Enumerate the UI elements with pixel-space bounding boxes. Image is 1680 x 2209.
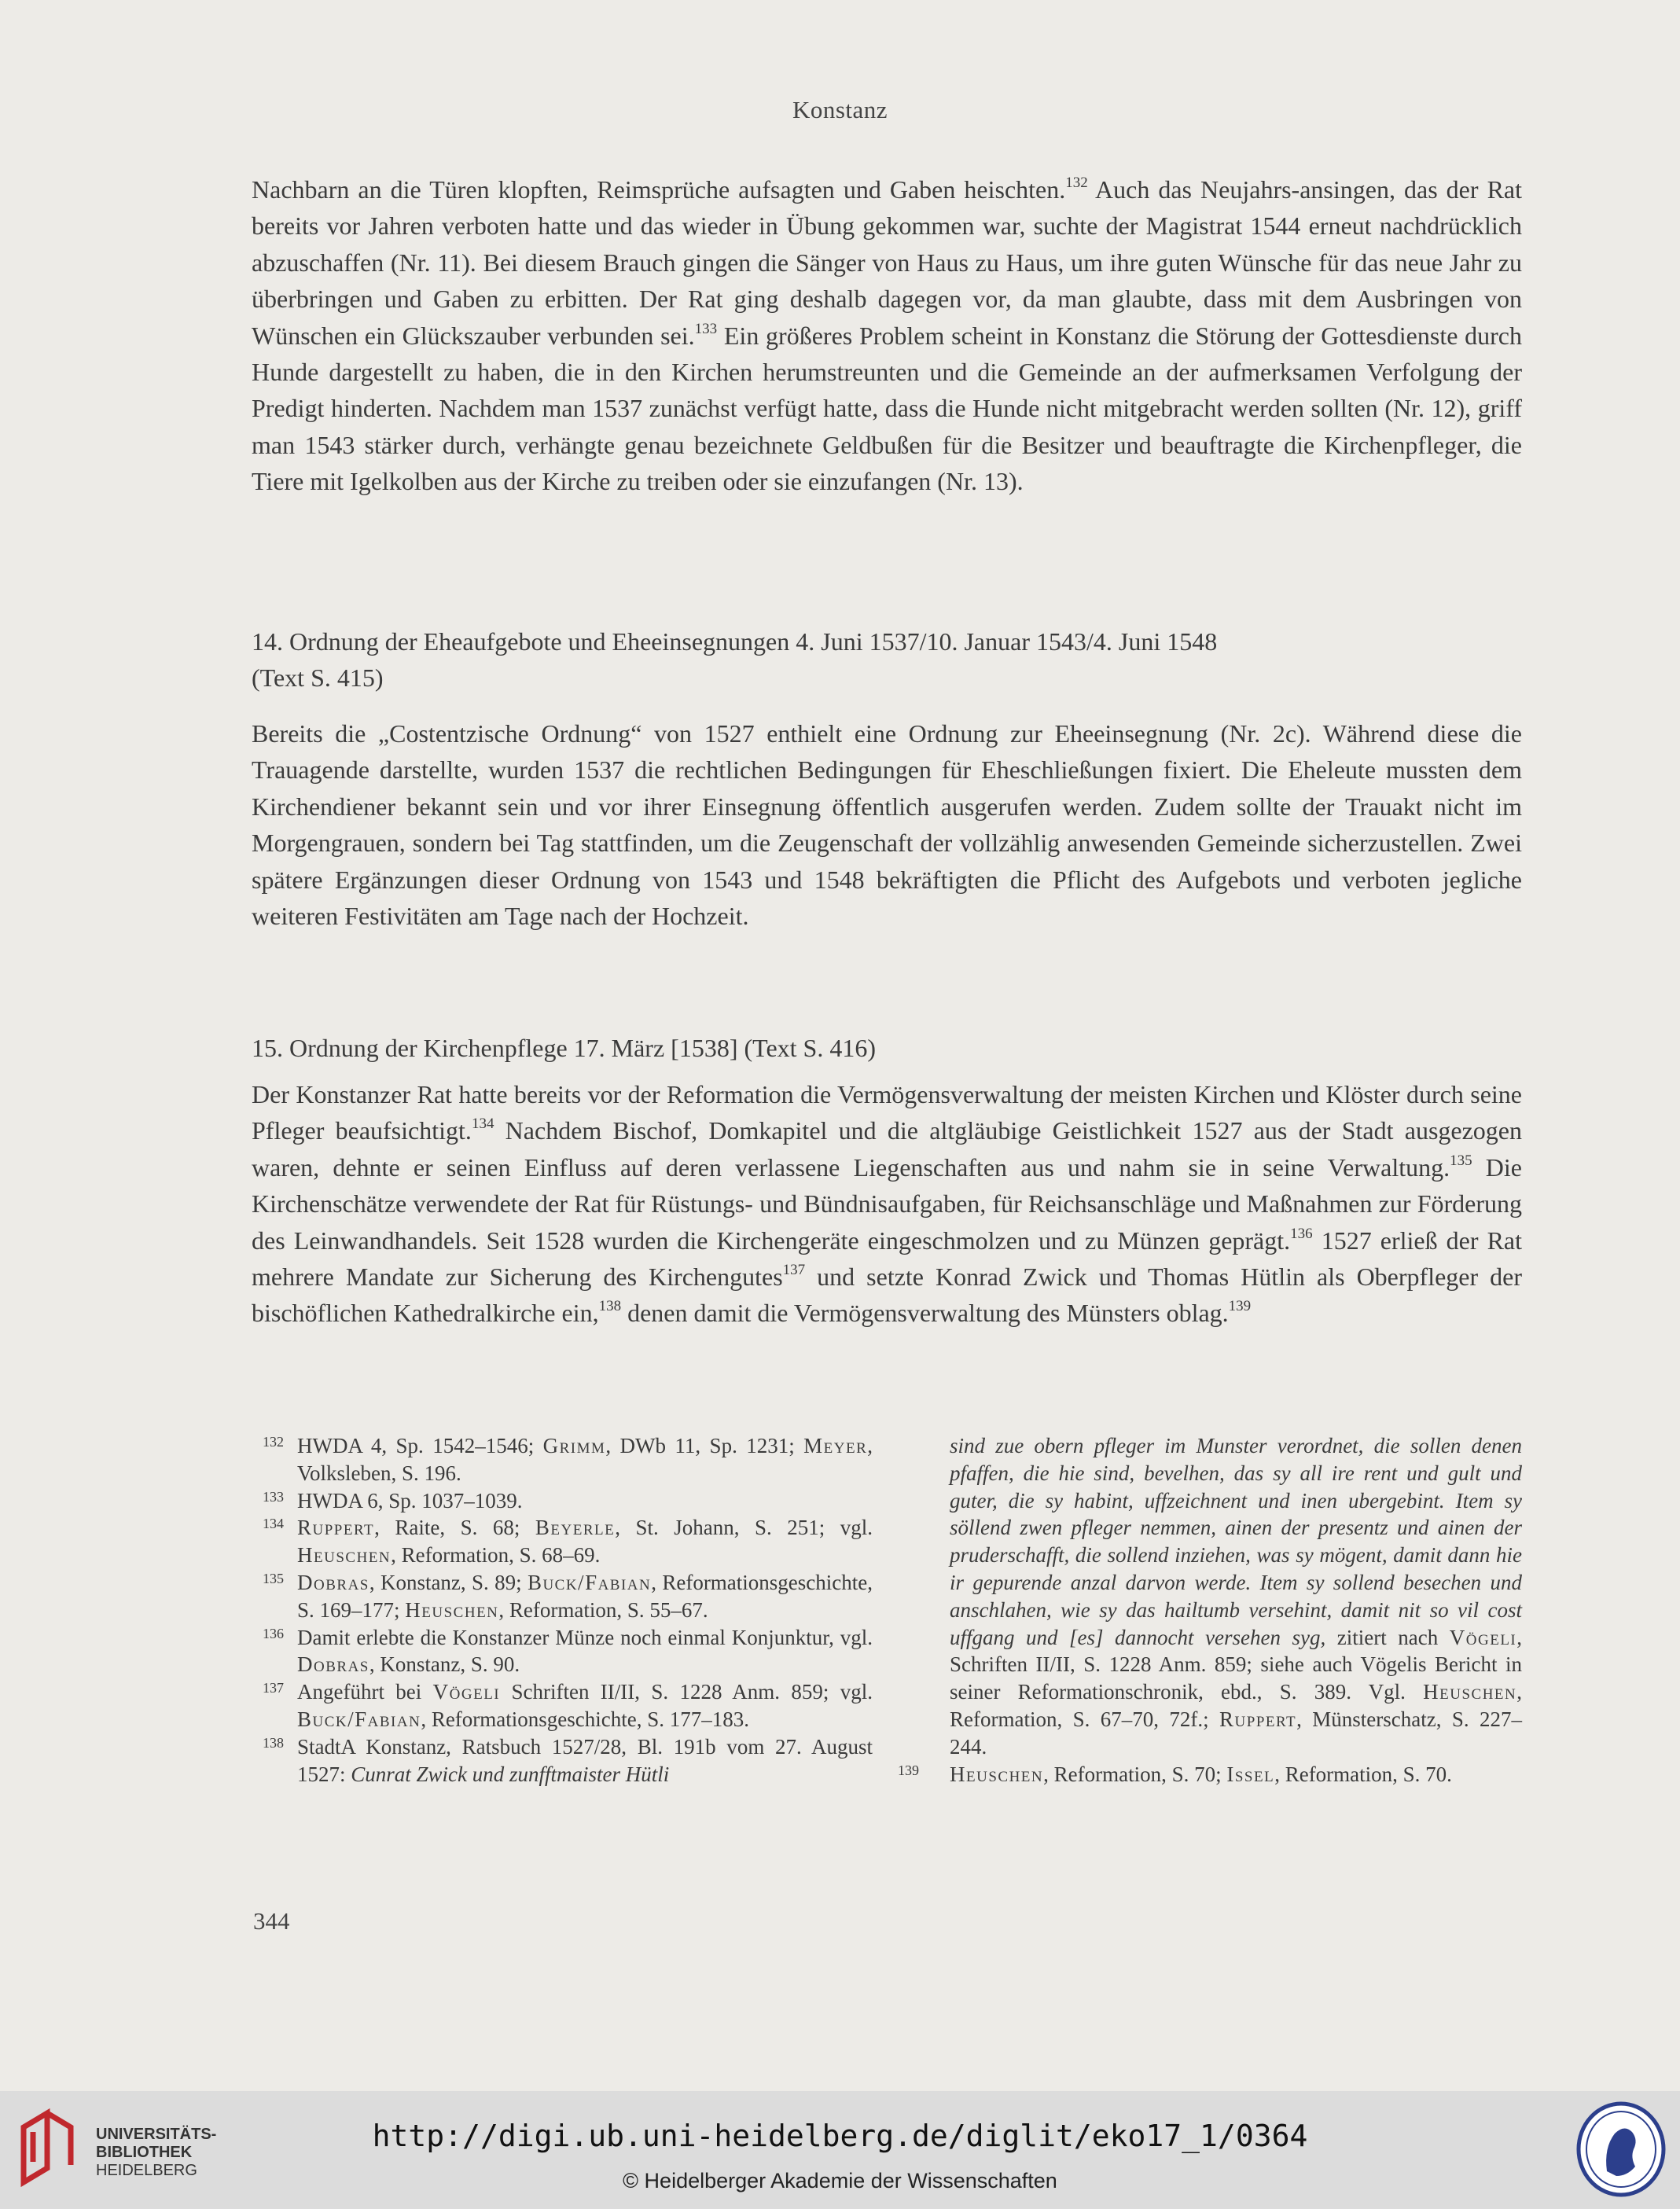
- text-run: denen damit die Vermögensverwaltung des Münsters oblag.: [621, 1299, 1229, 1328]
- text-run: HWDA 4, Sp. 1542–1546;: [297, 1434, 543, 1457]
- text-run: , Konstanz, S. 89;: [369, 1570, 528, 1594]
- text-run: und setzte Konrad Zwick und Thomas Hütlin als Oberpfleger der bischöflichen Kathedralkirche ein,: [252, 1263, 1523, 1328]
- footnote-132: [252, 1432, 873, 1487]
- text-run: , Reformation, S. 70.: [1274, 1762, 1452, 1786]
- author-name: Grimm: [542, 1434, 606, 1457]
- quoted-source-text: sind zue obern pfleger im Munster verordnet, die sollen denen pfaffen, die hie sind, bevelhen, das sy all ire rent und gult und guter, die sy habint, uffzeichnent und inen ubergebint. Item sy söllend zwen pfleger nemmen, ainen der presentz und ainen der pruderschafft, die sollend inziehen, was sy mögent, damit dann hie ir gepurende anzal darvon werde. Item sy sollend besechen und anschlahen, wie sy das hailtumb versehint, damit nit so vil cost uffgang und [es] dannocht versehen syg,: [950, 1434, 1522, 1649]
- text-run: , Volksleben, S. 196.: [297, 1434, 873, 1485]
- author-name: Heuschen: [405, 1597, 499, 1622]
- document-url-link[interactable]: http://digi.ub.uni-heidelberg.de/diglit/eko17_1/0364: [372, 2119, 1308, 2153]
- author-name: Issel: [1226, 1762, 1275, 1786]
- footnote-number: 134: [263, 1516, 284, 1532]
- footnote-marker: 132: [1065, 175, 1088, 191]
- footnote-text: [297, 1489, 523, 1512]
- paragraph-text: [252, 171, 1522, 500]
- text-run: Der Konstanzer Rat hatte bereits vor der Reformation die Vermögensverwaltung der meisten Kirchen und Klöster durch seine Pfleger beaufsichtigt.: [252, 1080, 1522, 1145]
- footnote-text: [950, 1762, 1452, 1786]
- text-run: , Reformationsgeschichte, S. 169–177;: [297, 1570, 873, 1622]
- author-name: Vögeli: [1449, 1625, 1517, 1649]
- author-name: Heuschen: [1423, 1680, 1517, 1704]
- footnote-number: 138: [263, 1734, 284, 1751]
- footnotes-right-column: [898, 1432, 1523, 1788]
- author-name: Buck/Fabian: [297, 1707, 421, 1731]
- footnote-marker: 133: [694, 320, 718, 337]
- author-name: Heuschen: [297, 1543, 392, 1568]
- text-run: , St. Johann, S. 251; vgl.: [615, 1516, 873, 1540]
- footnote-number: 133: [263, 1488, 284, 1505]
- copyright-notice: © Heidelberger Akademie der Wissenschaften: [623, 2169, 1057, 2192]
- author-name: Ruppert: [1219, 1707, 1297, 1731]
- running-head: Konstanz: [792, 96, 888, 123]
- footnote-marker: 135: [1450, 1152, 1472, 1169]
- footnote-text: [297, 1516, 873, 1567]
- author-name: Meyer: [803, 1434, 868, 1457]
- text-run: Nachbarn an die Türen klopften, Reimsprüche aufsagten und Gaben heischten.: [252, 175, 1066, 204]
- footnote-134: [252, 1514, 873, 1569]
- text-run: Angeführt bei: [297, 1680, 433, 1704]
- page-number: 344: [253, 1907, 290, 1935]
- text-run: Damit erlebte die Konstanzer Münze noch einmal Konjunktur, vgl.: [297, 1625, 873, 1649]
- footnotes-left-column: [252, 1432, 873, 1788]
- author-name: Dobras: [297, 1652, 369, 1677]
- text-run: , Münsterschatz, S. 227–244.: [950, 1707, 1522, 1759]
- text-run: , Konstanz, S. 90.: [369, 1652, 520, 1677]
- footnote-138: [252, 1733, 873, 1788]
- logo-line-2: BIBLIOTHEK: [96, 2144, 193, 2161]
- footnote-number: 137: [263, 1680, 284, 1696]
- author-name: Dobras: [297, 1570, 369, 1594]
- footnote-135: [252, 1569, 873, 1624]
- author-name: Ruppert: [297, 1516, 375, 1540]
- text-run: Auch das Neujahrs-ansingen, das der Rat bereits vor Jahren verboten hatte und das wieder in Übung gekommen war, suchte der Magistrat 1544 erneut nachdrücklich abzuschaffen (Nr. 11). Bei diesem Brauch gingen die Sänger von Haus zu Haus, um ihre guten Wünsche für das neue Jahr zu überbringen und Gaben zu erbitten. Der Rat ging deshalb dagegen vor, da man glaubte, dass mit dem Ausbringen von Wünschen ein Glückszauber verbunden sei.: [252, 175, 1522, 350]
- footnote-marker: 137: [782, 1262, 806, 1279]
- text-run: StadtA Konstanz, Ratsbuch 1527/28, Bl. 191b vom 27. August 1527:: [297, 1734, 873, 1786]
- paragraph-text: Bereits die „Costentzische Ordnung“ von 1527 enthielt eine Ordnung zur Eheeinsegnung (Nr. 2c). Während diese die Trauagende darstellte, wurden 1537 die rechtlichen Bedingungen für Eheschließungen fixiert. Die Eheleute mussten dem Kirchendiener bekannt sein und vor ihrer Einsegnung öffentlich ausgerufen werden. Zudem sollte der Trauakt nicht im Morgengrauen, sondern bei Tag stattfinden, um die Zeugenschaft der vollzählig anwesenden Gemeinde sicherzustellen. Zwei spätere Ergänzungen dieser Ordnung von 1543 und 1548 bekräftigten die Pflicht des Aufgebots und verboten jegliche weiteren Festivitäten am Tage nach der Hochzeit.: [252, 719, 1522, 931]
- footnote-text: [297, 1680, 873, 1731]
- footnote-139: [898, 1761, 1522, 1788]
- seal-icon: [1575, 2101, 1667, 2198]
- footnote-number: 139: [898, 1762, 919, 1778]
- footnote-text: [297, 1626, 873, 1677]
- text-run: , Reformation, S. 68–69.: [391, 1543, 601, 1568]
- footnote-133: [252, 1487, 873, 1515]
- text-run: Nachdem Bischof, Domkapitel und die altgläubige Geistlichkeit 1527 aus der Stadt ausgezogen waren, dehnte er seinen Einfluss auf deren verlassene Liegenschaften aus und nahm sie in seine Verwaltung.: [252, 1116, 1523, 1182]
- heading-14-line2: (Text S. 415): [252, 663, 384, 693]
- university-seal[interactable]: [1575, 2101, 1667, 2198]
- paragraph-text: [252, 1076, 1522, 1332]
- text-run: Schriften II/II, S. 1228 Anm. 859; vgl.: [500, 1680, 873, 1704]
- text-run: , DWb 11, Sp. 1231;: [605, 1434, 804, 1457]
- author-name: Beyerle: [535, 1516, 616, 1540]
- footnote-text: [297, 1571, 873, 1622]
- text-run: zitiert nach: [1325, 1625, 1450, 1649]
- author-name: Buck/Fabian: [527, 1570, 652, 1594]
- text-run: 1527 erließ der Rat mehrere Mandate zur Sicherung des Kirchengutes: [252, 1226, 1523, 1292]
- logo-line-1: UNIVERSITÄTS-: [96, 2126, 217, 2143]
- footnote-text: [297, 1735, 873, 1786]
- author-name: Vögeli: [432, 1680, 501, 1704]
- footnote-number: 136: [263, 1625, 284, 1641]
- footnote-marker: 134: [471, 1116, 494, 1133]
- author-name: Heuschen: [950, 1762, 1044, 1786]
- logo-line-3: HEIDELBERG: [96, 2162, 197, 2179]
- paragraph-section-14: [252, 715, 1522, 934]
- footnote-text: [297, 1434, 873, 1485]
- heading-14-line1: 14. Ordnung der Eheaufgebote und Eheeinsegnungen 4. Juni 1537/10. Januar 1543/4. Juni 1548: [252, 627, 1218, 656]
- section-heading-14: [252, 623, 1522, 697]
- footnote-marker: 138: [598, 1298, 622, 1315]
- text-run: , Schriften II/II, S. 1228 Anm. 859; siehe auch Vögelis Bericht in seiner Reformationschronik, ebd., S. 389. Vgl.: [950, 1625, 1523, 1704]
- paragraph-section-15: [252, 1076, 1522, 1332]
- heading-15: 15. Ordnung der Kirchenpflege 17. März [1538] (Text S. 416): [252, 1034, 876, 1062]
- text-run: , Reformation, S. 70;: [1043, 1762, 1227, 1786]
- footnote-marker: 139: [1228, 1298, 1252, 1315]
- footnote-136: [252, 1624, 873, 1679]
- footnote-137: [252, 1678, 873, 1733]
- paragraph-intro: [252, 171, 1522, 500]
- text-run: Die Kirchenschätze verwendete der Rat für Rüstungs- und Bündnisaufgaben, für Reichsanschläge und Maßnahmen zur Förderung des Leinwandhandels. Seit 1528 wurden die Kirchengeräte eingeschmolzen und zu Münzen geprägt.: [252, 1152, 1523, 1255]
- quoted-source-text: Cunrat Zwick und zunfftmaister Hütli: [351, 1762, 670, 1786]
- viewer-footer-bar: [0, 2091, 1680, 2209]
- text-run: HWDA 6, Sp. 1037–1039.: [297, 1488, 523, 1512]
- text-run: , Reformation, S. 55–67.: [498, 1597, 708, 1622]
- footnote-number: 135: [263, 1570, 284, 1586]
- text-run: , Reformation, S. 67–70, 72f.;: [950, 1680, 1522, 1731]
- footnote-marker: 136: [1290, 1225, 1313, 1242]
- text-run: , Raite, S. 68;: [374, 1516, 535, 1540]
- footnote-number: 132: [263, 1434, 284, 1450]
- footnote-138-continuation: [910, 1432, 1522, 1761]
- text-run: Ein größeres Problem scheint in Konstanz die Störung der Gottesdienste durch Hunde dargestellt zu haben, die in den Kirchen herumstreunten und die Gemeinde an der aufmerksamen Verfolgung der Predigt hinderten. Nachdem man 1537 zunächst verfügt hatte, dass die Hunde nicht mitgebracht werden sollten (Nr. 12), griff man 1543 stärker durch, verhängte genau bezeichnete Geldbußen für die Besitzer und beauftragte die Kirchenpfleger, die Tiere mit Igelkolben aus der Kirche zu treiben oder sie einzufangen (Nr. 13).: [252, 321, 1523, 496]
- text-run: , Reformationsgeschichte, S. 177–183.: [421, 1707, 749, 1731]
- section-heading-15: [252, 1030, 1522, 1066]
